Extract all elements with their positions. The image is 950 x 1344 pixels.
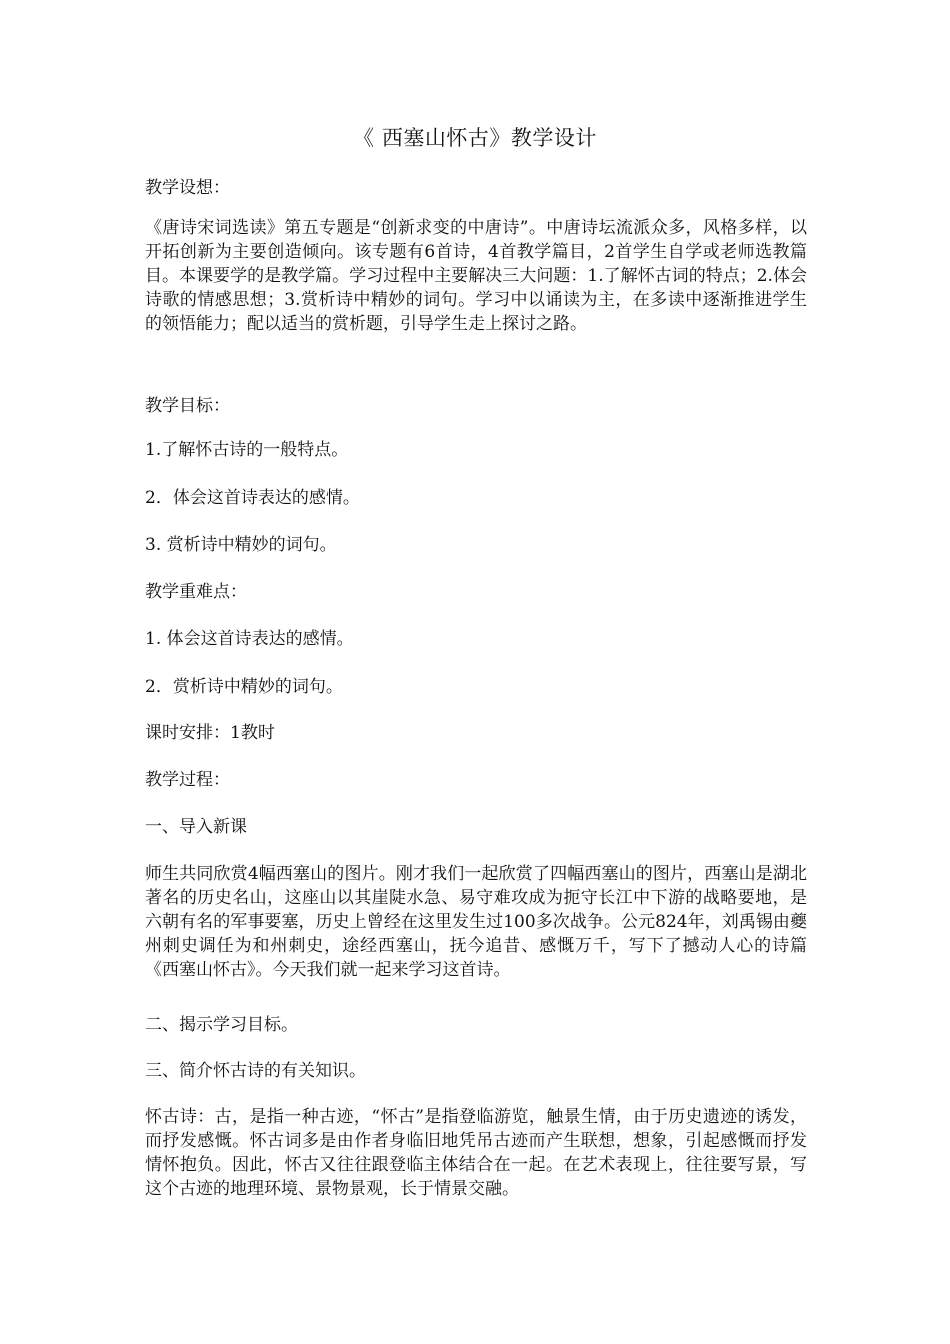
key-point-item-2: 2．赏析诗中精妙的词句。: [145, 677, 343, 697]
section-heading-key-points: 教学重难点：: [145, 582, 247, 602]
paragraph-teaching-idea: 《唐诗宋词选读》第五专题是“创新求变的中唐诗”。中唐诗坛流派众多，风格多样，以开拓创新为主要创造倾向。该专题有6首诗，4首教学篇目，2首学生自学或老师选教篇目。本课要学的是教学篇。学习过程中主要解决三大问题：1.了解怀古词的特点；2.体会诗歌的情感思想；3.赏析诗中精妙的词句。学习中以诵读为主，在多读中逐渐推进学生的领悟能力；配以适当的赏析题，引导学生走上探讨之路。: [145, 218, 807, 334]
objective-item-1: 1.了解怀古诗的一般特点。: [145, 440, 349, 460]
objective-item-3: 3. 赏析诗中精妙的词句。: [145, 535, 337, 555]
section-heading-process: 教学过程：: [145, 770, 230, 790]
paragraph-introduction: 师生共同欣赏4幅西塞山的图片。刚才我们一起欣赏了四幅西塞山的图片，西塞山是湖北著名的历史名山，这座山以其崖陡水急、易守难攻成为扼守长江中下游的战略要地，是六朝有名的军事要塞，历史上曾经在这里发生过100多次战争。公元824年，刘禹锡由夔州刺史调任为和州刺史，途经西塞山，抚今追昔、感慨万千，写下了撼动人心的诗篇《西塞山怀古》。今天我们就一起来学习这首诗。: [145, 864, 807, 980]
paragraph-huaigu-poetry: 怀古诗：古，是指一种古迹，“怀古”是指登临游览，触景生情，由于历史遗迹的诱发，而抒发感慨。怀古词多是由作者身临旧地凭吊古迹而产生联想，想象，引起感慨而抒发情怀抱负。因此，怀古又往往跟登临主体结合在一起。在艺术表现上，往往要写景，写这个古迹的地理环境、景物景观，长于情景交融。: [145, 1107, 807, 1199]
key-point-item-1: 1. 体会这首诗表达的感情。: [145, 629, 354, 649]
section-heading-teaching-idea: 教学设想：: [145, 178, 230, 198]
objective-item-2: 2．体会这首诗表达的感情。: [145, 488, 360, 508]
document-title: 《 西塞山怀古》教学设计: [353, 126, 597, 150]
lesson-schedule: 课时安排：1教时: [145, 723, 275, 743]
process-step-2-heading: 二、揭示学习目标。: [145, 1015, 298, 1035]
process-step-3-heading: 三、简介怀古诗的有关知识。: [145, 1061, 366, 1081]
section-heading-objectives: 教学目标：: [145, 396, 230, 416]
process-step-1-heading: 一、导入新课: [145, 817, 247, 837]
